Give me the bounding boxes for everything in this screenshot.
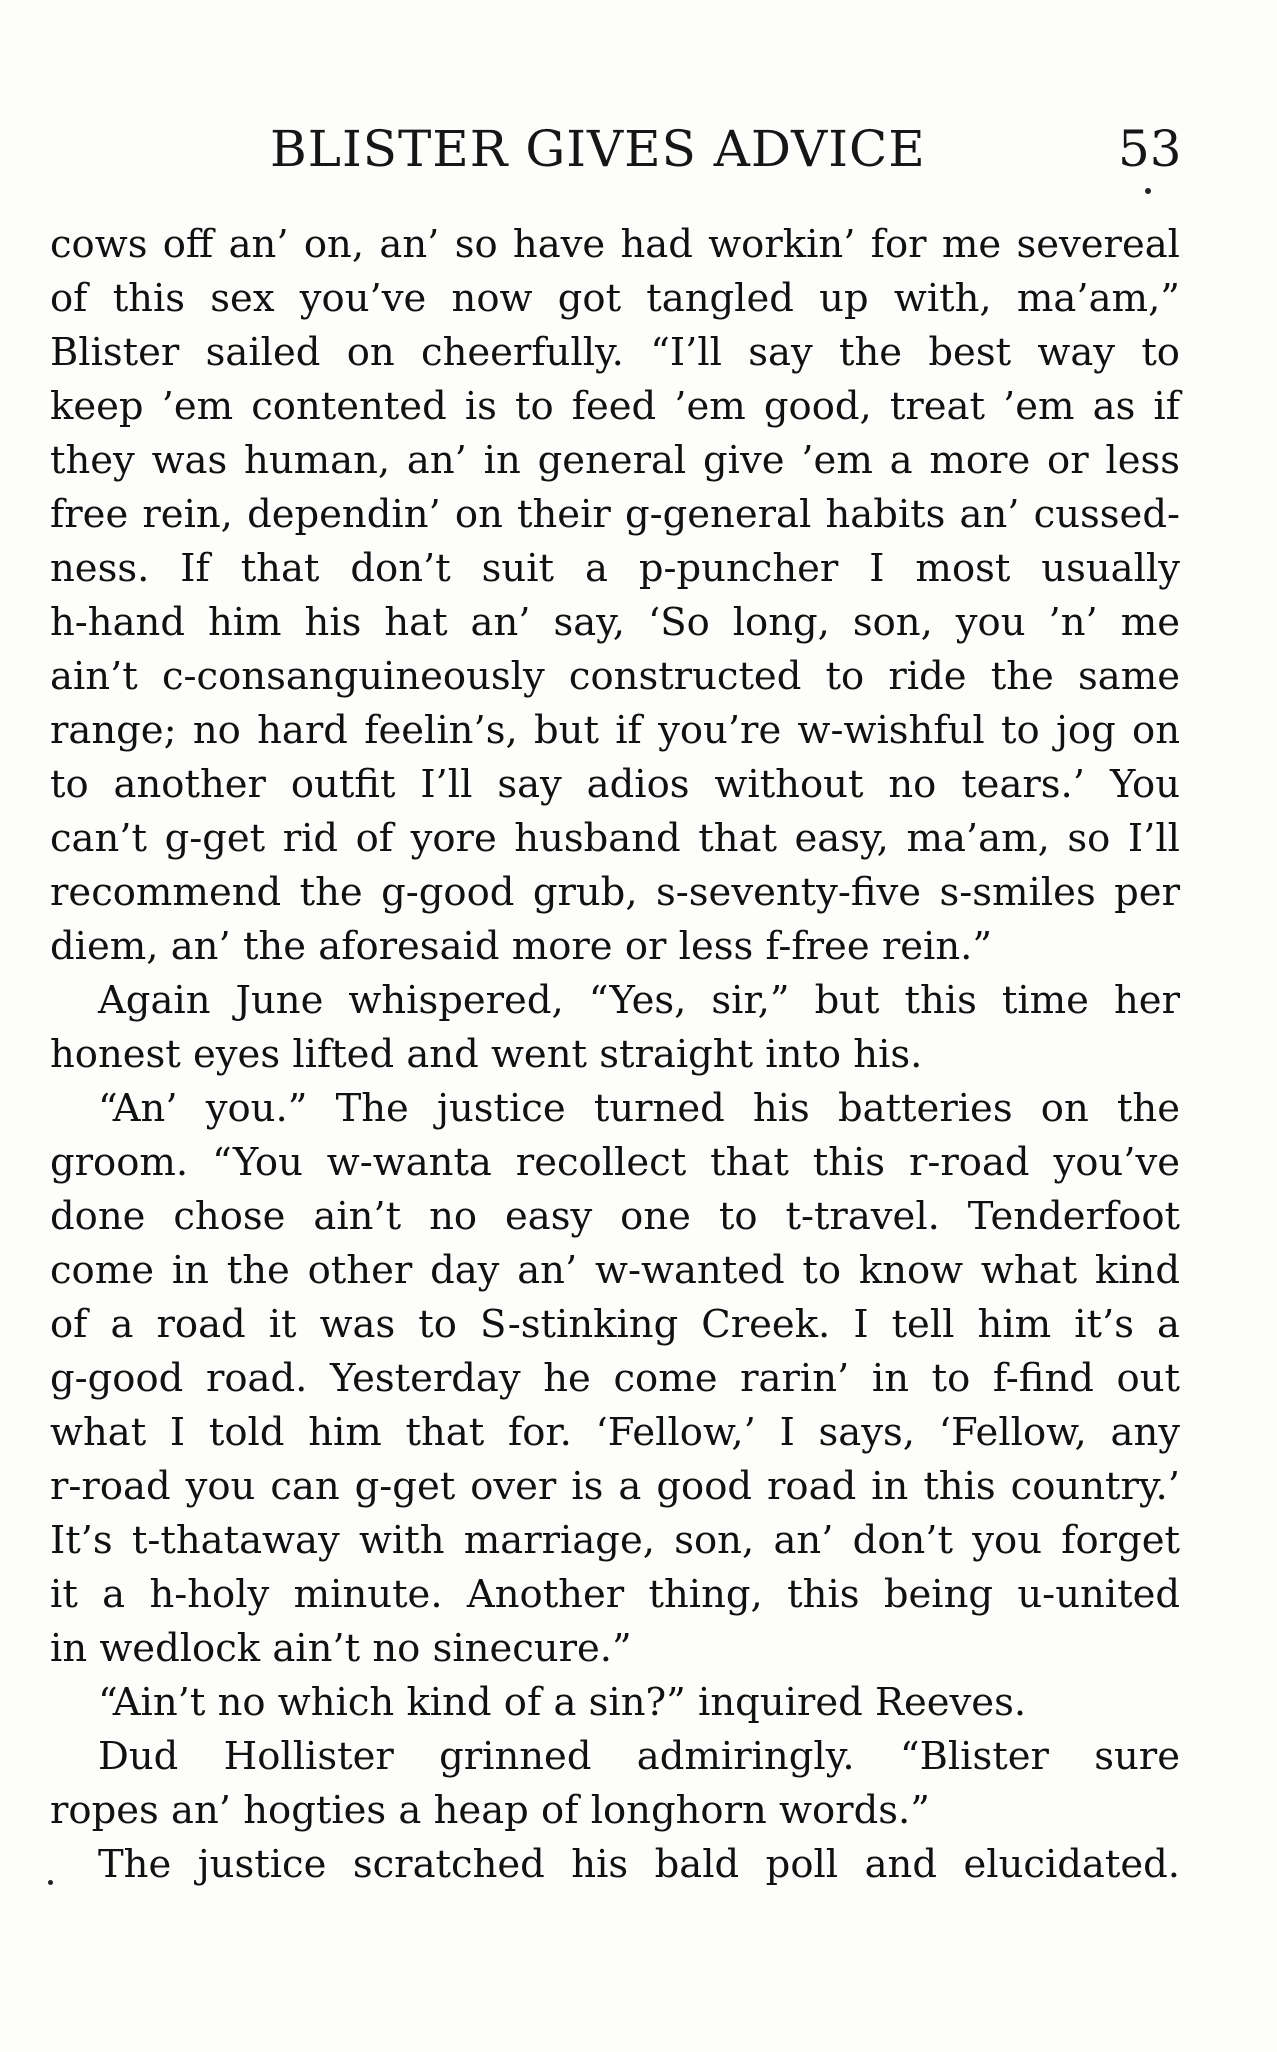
page-number: 53 bbox=[1118, 120, 1182, 178]
running-title: BLISTER GIVES ADVICE bbox=[270, 120, 926, 178]
text-line: g-good road. Yesterday he come rarin’ in to f-find out bbox=[50, 1356, 1180, 1401]
print-speck bbox=[1145, 188, 1151, 194]
text-line: Again June whispered, “Yes, sir,” but this time her bbox=[98, 978, 1180, 1023]
text-line: honest eyes lifted and went straight into his. bbox=[50, 1032, 923, 1077]
text-line: it a h-holy minute. Another thing, this being u-united bbox=[50, 1572, 1180, 1617]
text-line: of this sex you’ve now got tangled up with, ma’am,” bbox=[50, 276, 1180, 321]
body-text bbox=[50, 218, 1180, 1892]
text-line: range; no hard feelin’s, but if you’re w-wishful to jog on bbox=[50, 708, 1180, 753]
text-line: free rein, dependin’ on their g-general habits an’ cussed- bbox=[50, 492, 1180, 537]
text-line: in wedlock ain’t no sinecure.” bbox=[50, 1626, 632, 1671]
text-line: done chose ain’t no easy one to t-travel. Tenderfoot bbox=[50, 1194, 1180, 1239]
text-line: of a road it was to S-stinking Creek. I tell him it’s a bbox=[50, 1302, 1180, 1347]
text-line: can’t g-get rid of yore husband that easy, ma’am, so I’ll bbox=[50, 816, 1180, 861]
page-header bbox=[0, 120, 1277, 180]
text-line: Dud Hollister grinned admiringly. “Blister sure bbox=[98, 1734, 1180, 1779]
text-line: keep ’em contented is to feed ’em good, treat ’em as if bbox=[50, 384, 1180, 429]
print-speck bbox=[48, 1880, 53, 1885]
text-line: It’s t-thataway with marriage, son, an’ don’t you forget bbox=[50, 1518, 1180, 1563]
text-line: cows off an’ on, an’ so have had workin’ for me severeal bbox=[50, 222, 1180, 267]
text-line: r-road you can g-get over is a good road in this country.’ bbox=[50, 1464, 1180, 1509]
text-line: come in the other day an’ w-wanted to know what kind bbox=[50, 1248, 1180, 1293]
text-line: ness. If that don’t suit a p-puncher I most usually bbox=[50, 546, 1180, 591]
text-line: “Ain’t no which kind of a sin?” inquired Reeves. bbox=[98, 1680, 1027, 1725]
text-line: Blister sailed on cheerfully. “I’ll say the best way to bbox=[50, 330, 1180, 375]
text-line: h-hand him his hat an’ say, ‘So long, son, you ’n’ me bbox=[50, 600, 1180, 645]
text-line: groom. “You w-wanta recollect that this r-road you’ve bbox=[50, 1140, 1180, 1185]
text-line: “An’ you.” The justice turned his batteries on the bbox=[98, 1086, 1180, 1131]
text-line: diem, an’ the aforesaid more or less f-free rein.” bbox=[50, 924, 993, 969]
text-line: ain’t c-consanguineously constructed to ride the same bbox=[50, 654, 1180, 699]
text-line: they was human, an’ in general give ’em a more or less bbox=[50, 438, 1180, 483]
text-line: The justice scratched his bald poll and elucidated. bbox=[98, 1842, 1180, 1887]
text-line: recommend the g-good grub, s-seventy-five s-smiles per bbox=[50, 870, 1180, 915]
text-line: ropes an’ hogties a heap of longhorn words.” bbox=[50, 1788, 930, 1833]
text-line: to another outfit I’ll say adios without no tears.’ You bbox=[50, 762, 1180, 807]
text-line: what I told him that for. ‘Fellow,’ I says, ‘Fellow, any bbox=[50, 1410, 1180, 1455]
